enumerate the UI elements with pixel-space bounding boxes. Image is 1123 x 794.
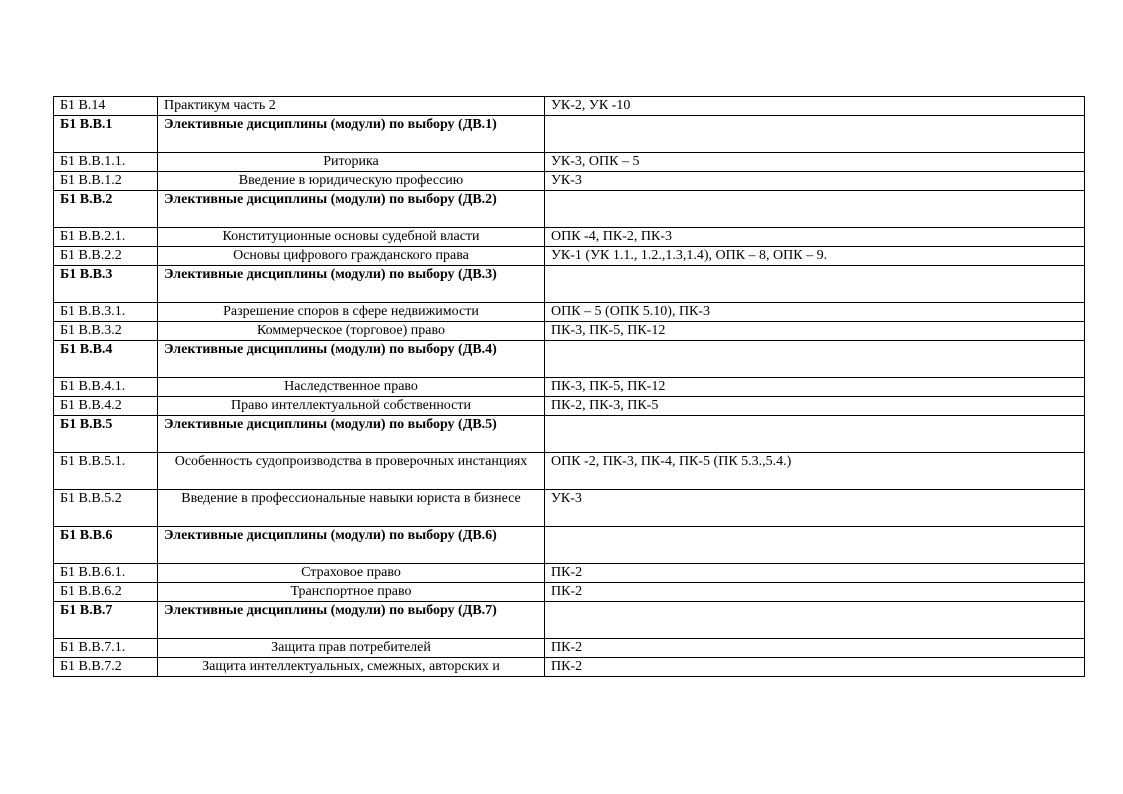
competencies (545, 191, 1085, 228)
group-title: Элективные дисциплины (модули) по выбору (ДВ.2) (158, 191, 545, 228)
curriculum-page (53, 96, 1084, 677)
discipline-code: Б1 В.В.1 (54, 116, 158, 153)
discipline-row (54, 583, 1085, 602)
discipline-code: Б1 В.В.5.1. (54, 453, 158, 490)
group-title: Элективные дисциплины (модули) по выбору (ДВ.3) (158, 266, 545, 303)
competencies: ОПК -2, ПК-3, ПК-4, ПК-5 (ПК 5.3.,5.4.) (545, 453, 1085, 490)
group-row (54, 527, 1085, 564)
competencies: ПК-2 (545, 639, 1085, 658)
competencies: ПК-2 (545, 583, 1085, 602)
discipline-row (54, 564, 1085, 583)
group-row (54, 266, 1085, 303)
discipline-code: Б1 В.В.3.2 (54, 322, 158, 341)
discipline-code: Б1 В.В.5 (54, 416, 158, 453)
competencies (545, 116, 1085, 153)
discipline-code: Б1 В.В.2 (54, 191, 158, 228)
discipline-code: Б1 В.В.2.2 (54, 247, 158, 266)
discipline-row (54, 153, 1085, 172)
competencies: ПК-3, ПК-5, ПК-12 (545, 322, 1085, 341)
discipline-code: Б1 В.В.7.2 (54, 658, 158, 677)
competencies: УК-3 (545, 490, 1085, 527)
competencies: ОПК – 5 (ОПК 5.10), ПК-3 (545, 303, 1085, 322)
discipline-name: Страховое право (158, 564, 545, 583)
discipline-name: Коммерческое (торговое) право (158, 322, 545, 341)
discipline-code: Б1 В.В.2.1. (54, 228, 158, 247)
competencies: УК-3, ОПК – 5 (545, 153, 1085, 172)
discipline-code: Б1 В.В.7.1. (54, 639, 158, 658)
group-title: Элективные дисциплины (модули) по выбору (ДВ.5) (158, 416, 545, 453)
discipline-name: Введение в юридическую профессию (158, 172, 545, 191)
discipline-name: Транспортное право (158, 583, 545, 602)
competencies: УК-1 (УК 1.1., 1.2.,1.3,1.4), ОПК – 8, ОПК – 9. (545, 247, 1085, 266)
discipline-name: Риторика (158, 153, 545, 172)
competencies: ПК-2, ПК-3, ПК-5 (545, 397, 1085, 416)
discipline-row (54, 378, 1085, 397)
discipline-code: Б1 В.В.3 (54, 266, 158, 303)
discipline-row (54, 172, 1085, 191)
competencies (545, 341, 1085, 378)
competencies: ПК-2 (545, 658, 1085, 677)
group-title: Элективные дисциплины (модули) по выбору (ДВ.6) (158, 527, 545, 564)
discipline-code: Б1 В.В.4.1. (54, 378, 158, 397)
discipline-code: Б1 В.В.7 (54, 602, 158, 639)
discipline-code: Б1 В.В.1.2 (54, 172, 158, 191)
group-title: Элективные дисциплины (модули) по выбору (ДВ.4) (158, 341, 545, 378)
competencies: УК-2, УК -10 (545, 97, 1085, 116)
discipline-row (54, 303, 1085, 322)
discipline-row (54, 247, 1085, 266)
discipline-row (54, 97, 1085, 116)
discipline-code: Б1 В.В.6.1. (54, 564, 158, 583)
discipline-name: Право интеллектуальной собственности (158, 397, 545, 416)
discipline-code: Б1 В.В.6.2 (54, 583, 158, 602)
discipline-name: Особенность судопроизводства в проверочных инстанциях (158, 453, 545, 490)
group-row (54, 416, 1085, 453)
competencies: ПК-2 (545, 564, 1085, 583)
curriculum-table (53, 96, 1085, 677)
discipline-name: Введение в профессиональные навыки юриста в бизнесе (158, 490, 545, 527)
discipline-name: Защита прав потребителей (158, 639, 545, 658)
competencies (545, 602, 1085, 639)
curriculum-rows (54, 97, 1085, 677)
discipline-row (54, 228, 1085, 247)
discipline-code: Б1 В.В.4.2 (54, 397, 158, 416)
competencies (545, 266, 1085, 303)
discipline-row (54, 453, 1085, 490)
discipline-row (54, 322, 1085, 341)
discipline-name: Практикум часть 2 (158, 97, 545, 116)
group-title: Элективные дисциплины (модули) по выбору (ДВ.7) (158, 602, 545, 639)
competencies: ПК-3, ПК-5, ПК-12 (545, 378, 1085, 397)
competencies (545, 527, 1085, 564)
discipline-row (54, 639, 1085, 658)
discipline-name: Конституционные основы судебной власти (158, 228, 545, 247)
discipline-name: Основы цифрового гражданского права (158, 247, 545, 266)
discipline-row (54, 397, 1085, 416)
competencies: ОПК -4, ПК-2, ПК-3 (545, 228, 1085, 247)
discipline-code: Б1 В.В.1.1. (54, 153, 158, 172)
discipline-name: Защита интеллектуальных, смежных, авторских и (158, 658, 545, 677)
group-row (54, 191, 1085, 228)
competencies: УК-3 (545, 172, 1085, 191)
discipline-name: Разрешение споров в сфере недвижимости (158, 303, 545, 322)
discipline-code: Б1 В.В.4 (54, 341, 158, 378)
group-title: Элективные дисциплины (модули) по выбору (ДВ.1) (158, 116, 545, 153)
discipline-code: Б1 В.14 (54, 97, 158, 116)
group-row (54, 116, 1085, 153)
discipline-row (54, 658, 1085, 677)
group-row (54, 602, 1085, 639)
discipline-code: Б1 В.В.6 (54, 527, 158, 564)
group-row (54, 341, 1085, 378)
discipline-code: Б1 В.В.5.2 (54, 490, 158, 527)
competencies (545, 416, 1085, 453)
discipline-name: Наследственное право (158, 378, 545, 397)
discipline-code: Б1 В.В.3.1. (54, 303, 158, 322)
discipline-row (54, 490, 1085, 527)
